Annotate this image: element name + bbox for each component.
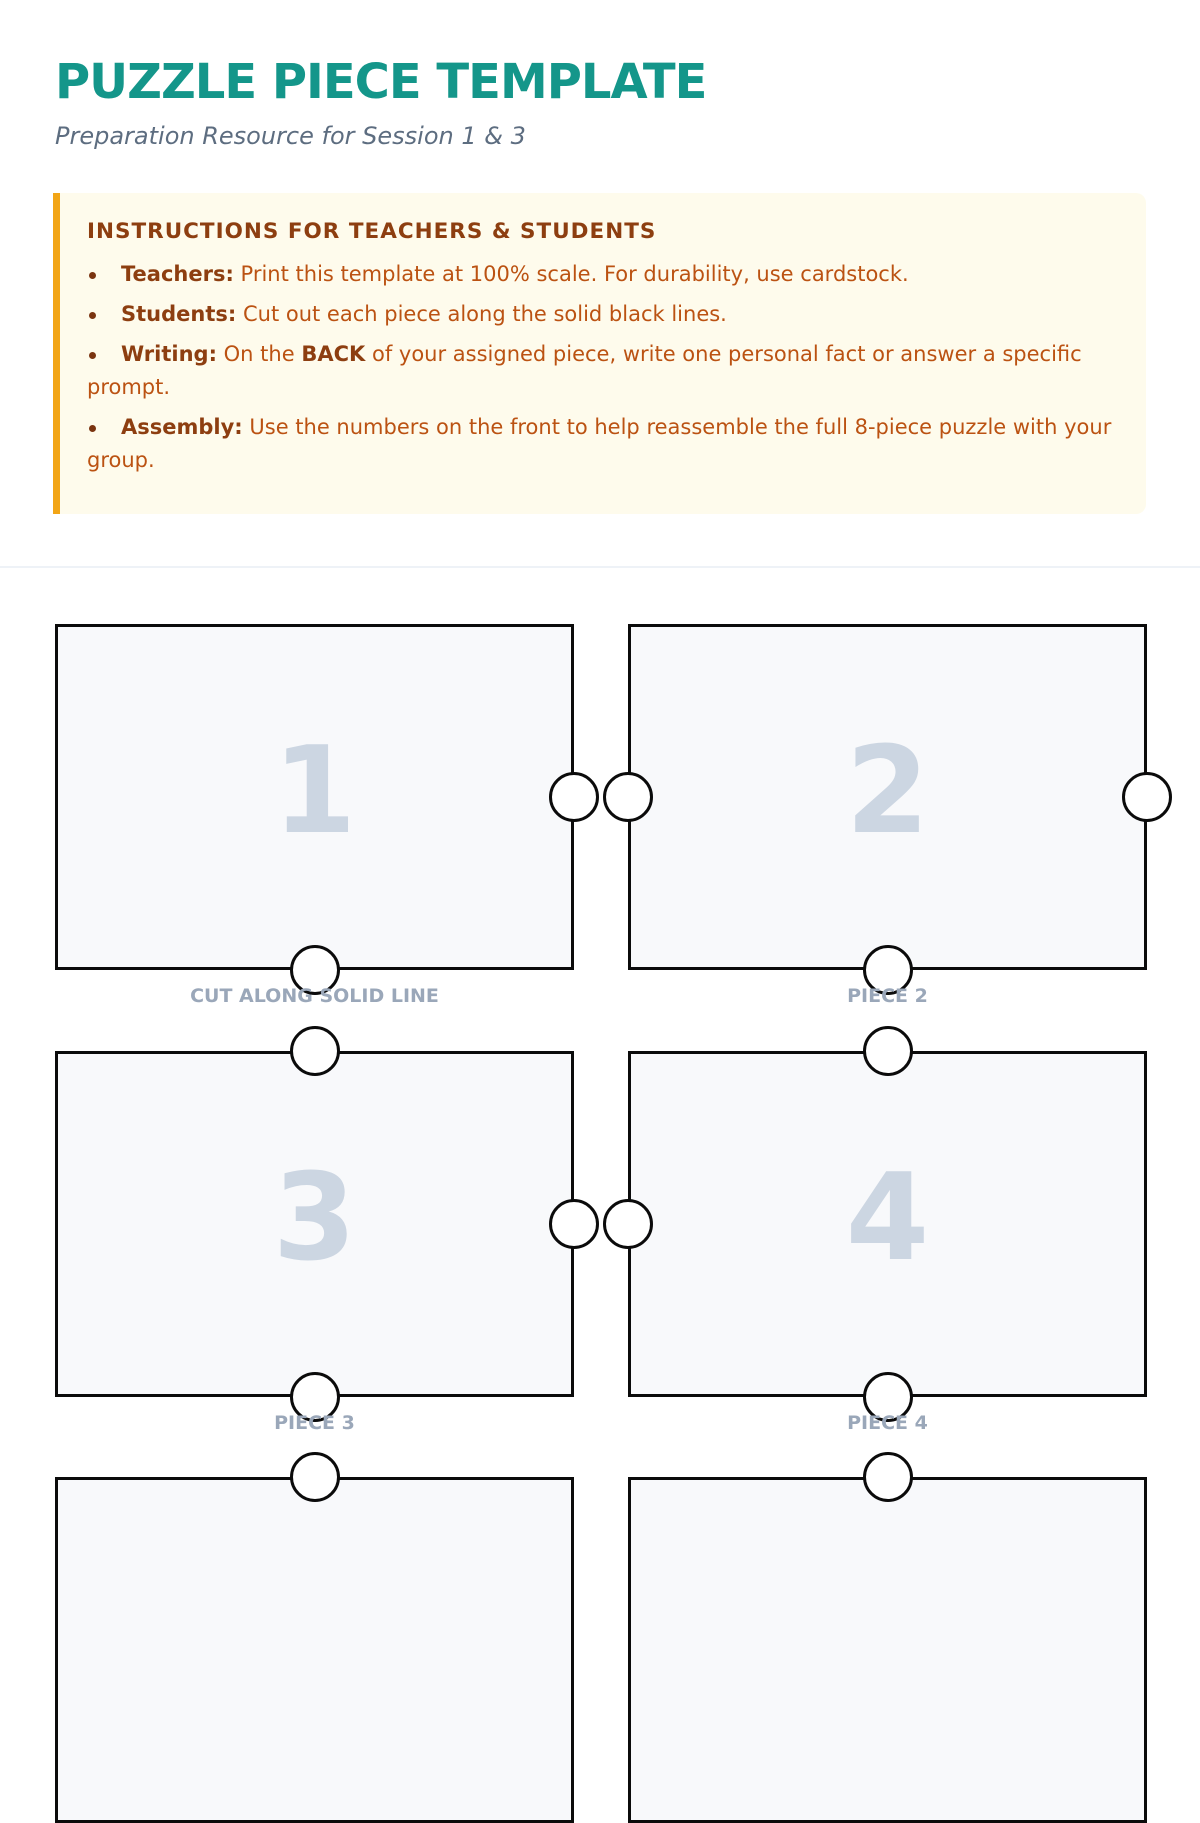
bullet-icon [89, 425, 96, 432]
instruction-item-teachers [87, 258, 1120, 291]
instruction-label: Assembly: [121, 415, 243, 439]
puzzle-piece-6 [628, 1477, 1147, 1823]
piece-label: PIECE 4 [847, 1412, 928, 1434]
piece-number: 2 [845, 722, 930, 861]
instruction-item-writing [87, 338, 1120, 404]
instructions-heading: INSTRUCTIONS FOR TEACHERS & STUDENTS [87, 219, 657, 244]
instruction-label: Teachers: [121, 262, 234, 286]
instruction-text: Cut out each piece along the solid black lines. [242, 302, 727, 326]
instructions-list [87, 258, 1120, 477]
puzzle-tab-icon [863, 1026, 913, 1076]
instructions-box [53, 193, 1146, 514]
piece-label: PIECE 3 [274, 1412, 355, 1434]
puzzle-tab-icon [290, 1026, 340, 1076]
instruction-emphasis: BACK [301, 342, 366, 366]
instruction-item-assembly [87, 411, 1120, 477]
instruction-label: Writing: [121, 342, 217, 366]
puzzle-tab-icon [603, 1199, 653, 1249]
piece-label: CUT ALONG SOLID LINE [190, 985, 439, 1007]
bullet-icon [89, 352, 96, 359]
piece-number: 1 [272, 722, 357, 861]
page-header [55, 50, 1147, 150]
section-divider [0, 566, 1200, 568]
puzzle-tab-icon [1122, 772, 1172, 822]
puzzle-tab-icon [603, 772, 653, 822]
puzzle-tab-icon [549, 1199, 599, 1249]
puzzle-piece-5 [55, 1477, 574, 1823]
instruction-text-pre: On the [223, 342, 295, 366]
bullet-icon [89, 272, 96, 279]
bullet-icon [89, 312, 96, 319]
page-title: PUZZLE PIECE TEMPLATE [55, 54, 707, 110]
puzzle-tab-icon [863, 1452, 913, 1502]
puzzle-tab-icon [290, 1452, 340, 1502]
puzzle-piece-3 [55, 1051, 574, 1397]
piece-label: PIECE 2 [847, 985, 928, 1007]
puzzle-piece-4 [628, 1051, 1147, 1397]
puzzle-tab-icon [549, 772, 599, 822]
piece-number: 4 [845, 1149, 930, 1288]
instruction-text: Use the numbers on the front to help reassemble the full 8-piece puzzle with your group. [87, 415, 1112, 472]
page-subtitle: Preparation Resource for Session 1 & 3 [55, 122, 526, 150]
instruction-label: Students: [121, 302, 237, 326]
puzzle-piece-1 [55, 624, 574, 970]
instruction-text: Print this template at 100% scale. For durability, use cardstock. [240, 262, 909, 286]
instruction-text: of your assigned piece, write one personal fact or answer a specific prompt. [87, 342, 1082, 399]
instruction-item-students [87, 298, 1120, 331]
puzzle-piece-2 [628, 624, 1147, 970]
piece-number: 3 [272, 1149, 357, 1288]
